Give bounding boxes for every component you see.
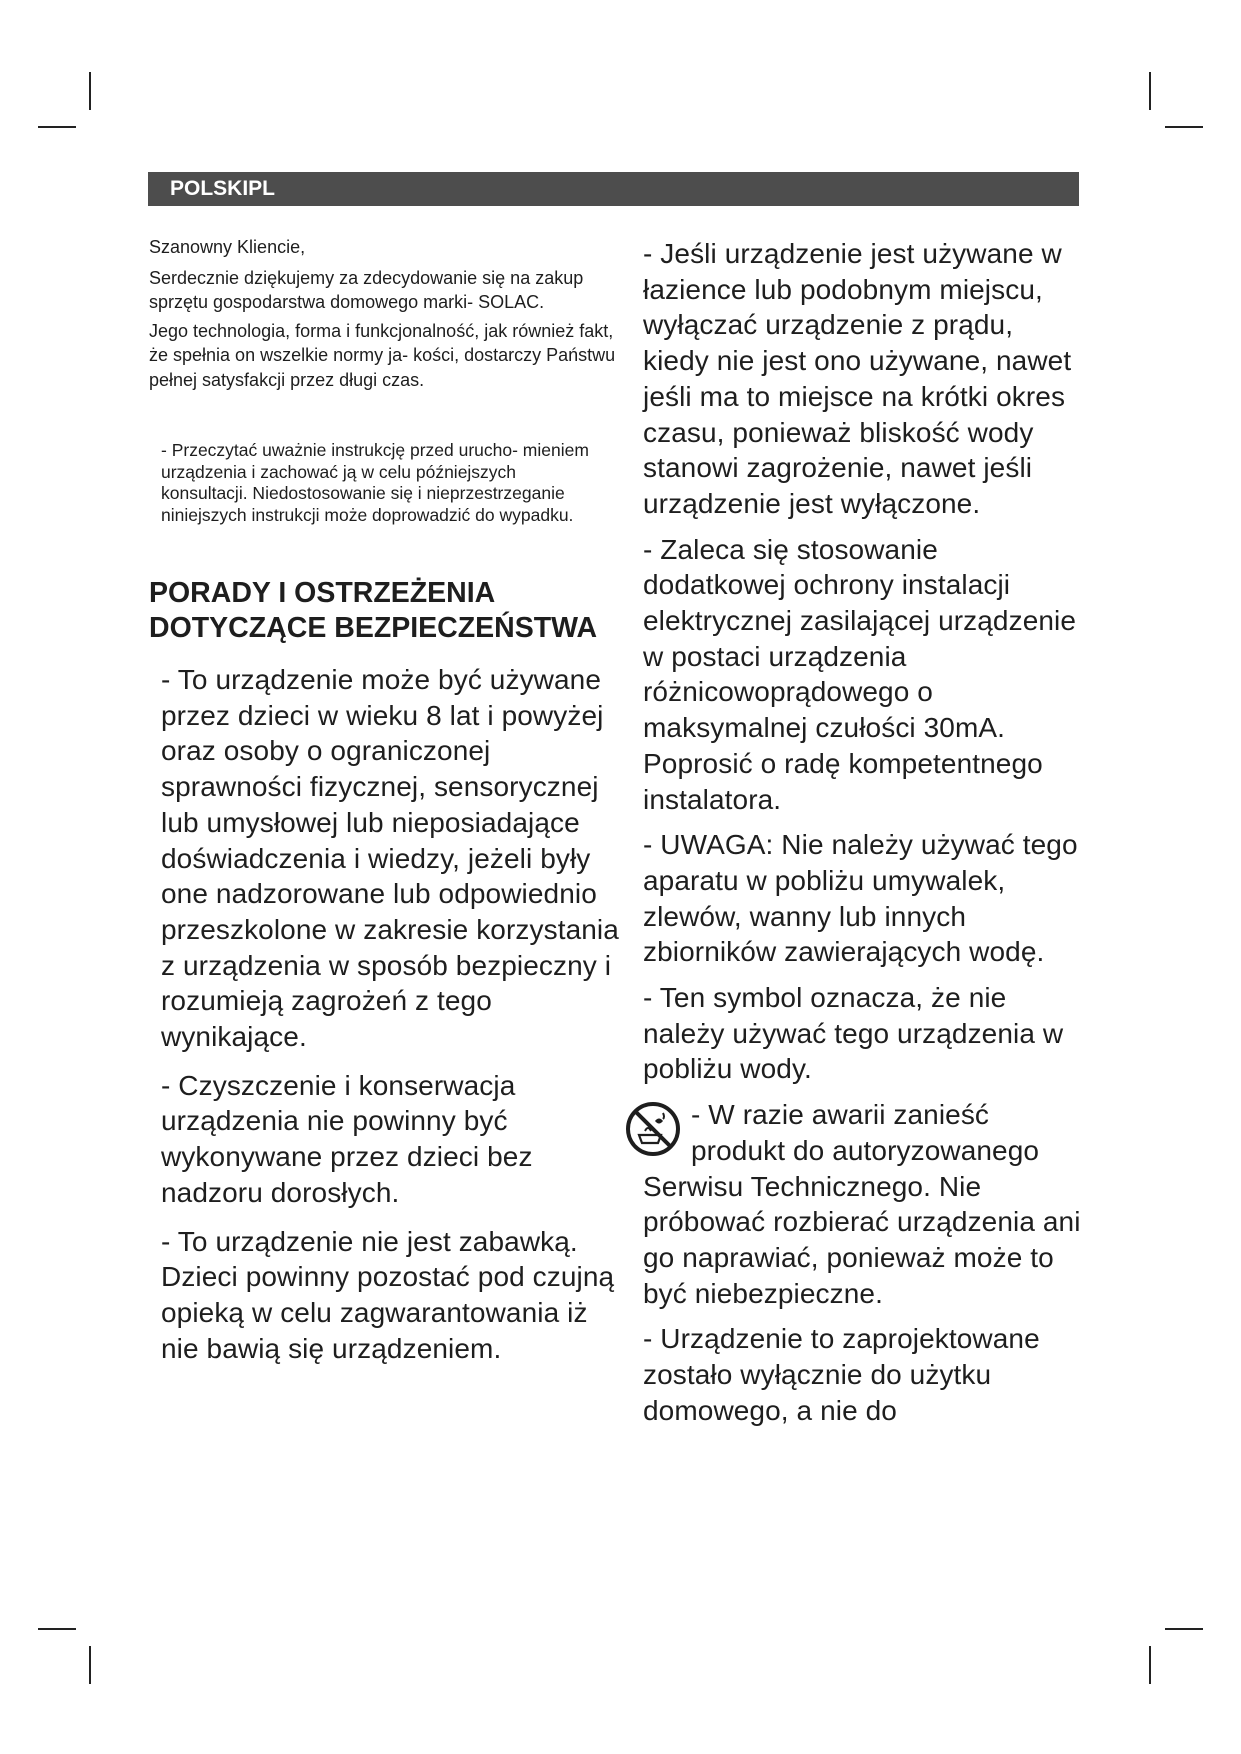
crop-mark-bottom-right	[1165, 1628, 1203, 1630]
crop-mark-top-left	[89, 72, 91, 110]
safety-item: - Czyszczenie i konserwacja urządzenia nie powinny być wykonywane przez dzieci bez nadzoru dorosłych.	[161, 1069, 533, 1208]
crop-mark-bottom-left	[38, 1628, 76, 1630]
no-water-icon	[625, 1101, 681, 1157]
section-title: PORADY I OSTRZEŻENIA DOTYCZĄCE BEZPIECZEŃSTWA	[149, 577, 598, 644]
safety-item-text: - W razie awarii zanieść produkt do autoryzowanego Serwisu Technicznego. Nie próbować rozbierać urządzenia ani go naprawiać, ponieważ może to być niebezpieczne.	[643, 1099, 1081, 1309]
safety-item: - To urządzenie nie jest zabawką. Dzieci powinny pozostać pod czujną opieką w celu zagwarantowania iż nie bawią się urządzeniem.	[161, 1225, 615, 1364]
crop-mark-top-left	[38, 126, 76, 128]
crop-mark-bottom-left	[89, 1646, 91, 1684]
safety-item-with-symbol	[643, 1097, 1083, 1311]
greeting: Szanowny Kliencie,	[149, 237, 306, 257]
right-column	[643, 236, 1083, 1439]
read-instructions-notice: - Przeczytać uważnie instrukcję przed urucho- mieniem urządzenia i zachować ją w celu późniejszych konsultacji. Niedostosowanie się i nieprzestrzeganie niniejszych instrukcji może doprowadzić do wypadku.	[161, 440, 589, 525]
safety-item: - Urządzenie to zaprojektowane zostało wyłącznie do użytku domowego, a nie do	[643, 1323, 1040, 1426]
left-column	[149, 235, 629, 1379]
crop-mark-top-right	[1165, 126, 1203, 128]
right-safety-list	[643, 236, 1083, 1429]
intro-text	[149, 235, 629, 392]
technology-paragraph: Jego technologia, forma i funkcjonalność, jak również fakt, że spełnia on wszelkie normy ja- kości, dostarczy Państwu pełnej satysfakcji przez długi czas.	[149, 320, 616, 390]
safety-item: - Jeśli urządzenie jest używane w łazience lub podobnym miejscu, wyłączać urządzenie z prądu, kiedy nie jest ono używane, nawet jeśli ma to miejsce na krótki okres czasu, ponieważ bliskość wody stanowi zagrożenie, nawet jeśli urządzenie jest wyłączone.	[643, 238, 1072, 519]
crop-mark-top-right	[1149, 72, 1151, 110]
safety-item: - UWAGA: Nie należy używać tego aparatu w pobliżu umywalek, zlewów, wanny lub innych zbiorników zawierających wodę.	[643, 829, 1078, 968]
crop-mark-bottom-right	[1149, 1646, 1151, 1684]
safety-item: - Ten symbol oznacza, że nie należy używać tego urządzenia w pobliżu wody.	[643, 982, 1064, 1085]
safety-item: - Zaleca się stosowanie dodatkowej ochrony instalacji elektrycznej zasilającej urządzenie w postaci urządzenia różnicowoprądowego o maksymalnej czułości 30mA. Poprosić o radę kompetentnego instalatora.	[643, 533, 1077, 815]
left-safety-list	[161, 662, 629, 1366]
language-header-bar	[148, 172, 1079, 206]
thanks-paragraph: Serdecznie dziękujemy za zdecydowanie się na zakup sprzętu gospodarstwa domowego marki- SOLAC.	[149, 267, 584, 312]
language-label: POLSKIPL	[170, 177, 276, 200]
safety-item: - To urządzenie może być używane przez dzieci w wieku 8 lat i powyżej oraz osoby o ograniczonej sprawności fizycznej, sensorycznej lub umysłowej lub nieposiadające doświadczenia i wiedzy, jeżeli były one nadzorowane lub odpowiednio przeszkolone w zakresie korzystania z urządzenia w sposób bezpieczny i rozumieją zagrożeń z tego wynikające.	[161, 664, 619, 1053]
